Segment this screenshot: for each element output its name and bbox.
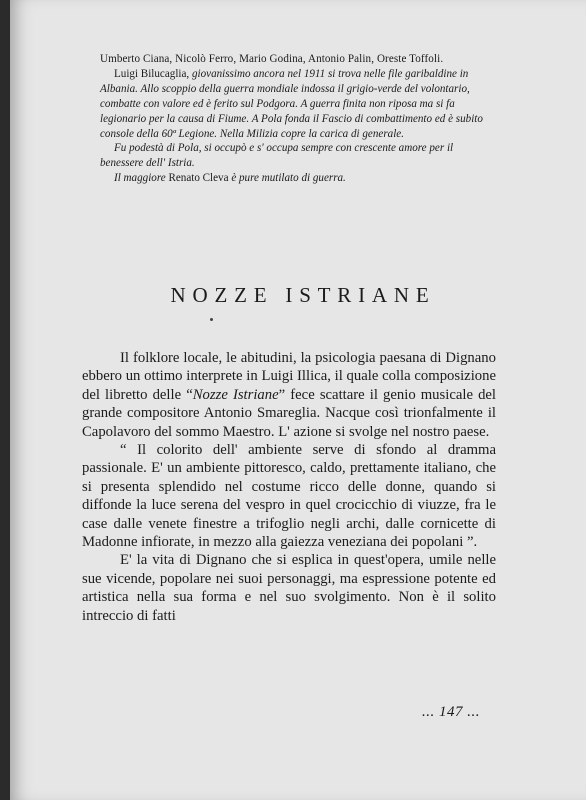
book-page — [10, 0, 586, 800]
cleva-name: Renato Cleva — [168, 172, 229, 185]
body-paragraph-1 — [82, 349, 496, 441]
body-paragraph-2: “ Il colorito dell' ambiente serve di sfondo al dramma passionale. E' un ambiente pittoresco, caldo, prettamente italiano, che si presenta splendido nel costume ricco delle donne, quando si diffonde la luce serena del vespro in quel crocicchio di viuzze, fra le case dalle venete finestre a trifoglio negli archi, dalle cornicette di Madonne infiorate, in mezzo alla gaiezza veneziana dei popolani ”. — [82, 442, 496, 551]
body-p1-text-a: Il folklore locale, le abitudini, la psicologia paesana di Dignano ebbero un ottimo interprete in Luigi Illica, il quale colla composizione del libretto delle “ — [82, 350, 496, 403]
intro-paragraph-2 — [100, 141, 492, 171]
cleva-prefix: Il maggiore — [114, 172, 166, 185]
body-p1-text-b: ” fece scattare il genio musicale del grande compositore Antonio Smareglia. Nacque così trionfalmente il Capolavoro del sommo Maestro. L' azione si svolge nel nostro paese. — [82, 386, 497, 440]
chapter-title: NOZZE ISTRIANE — [170, 283, 436, 307]
bilucaglia-name: Luigi Bilucaglia, — [114, 67, 190, 80]
body-paragraph-3: E' la vita di Dignano che si esplica in quest'opera, umile nelle sue vicende, popolare nei suoi personaggi, ma espressione potente ed artistica nella sua forma e nel suo svolgimento. Non è il solito intreccio di fatti — [82, 552, 496, 624]
names-line: Umberto Ciana, Nicolò Ferro, Mario Godina, Antonio Palin, Oreste Toffoli. — [100, 53, 444, 65]
bilucaglia-bio: giovanissimo ancora nel 1911 si trova nelle file garibaldine in Albania. Allo scoppio della guerra mondiale indossa il grigio-verde del volontario, combatte con valore ed è ferito sul Podgora. A guerra finita non riposa ma si fa legionario per la causa di Fiume. A Pola fonda il Fascio di combattimento ed è subito console della 60ª Legione. Nella Milizia copre la carica di generale. — [100, 67, 483, 140]
ornament-dot — [210, 318, 213, 321]
chapter-body — [82, 349, 496, 625]
intro-notes — [100, 52, 492, 186]
podesta-text: Fu podestà di Pola, si occupò e s' occupa sempre con crescente amore per il benessere dell' Istria. — [100, 142, 454, 170]
intro-paragraph-3 — [100, 171, 492, 186]
opera-title: Nozze Istriane — [192, 386, 279, 403]
intro-paragraph-1 — [100, 67, 492, 142]
page-number: ... 147 ... — [422, 704, 480, 720]
cleva-suffix: è pure mutilato di guerra. — [231, 172, 346, 185]
